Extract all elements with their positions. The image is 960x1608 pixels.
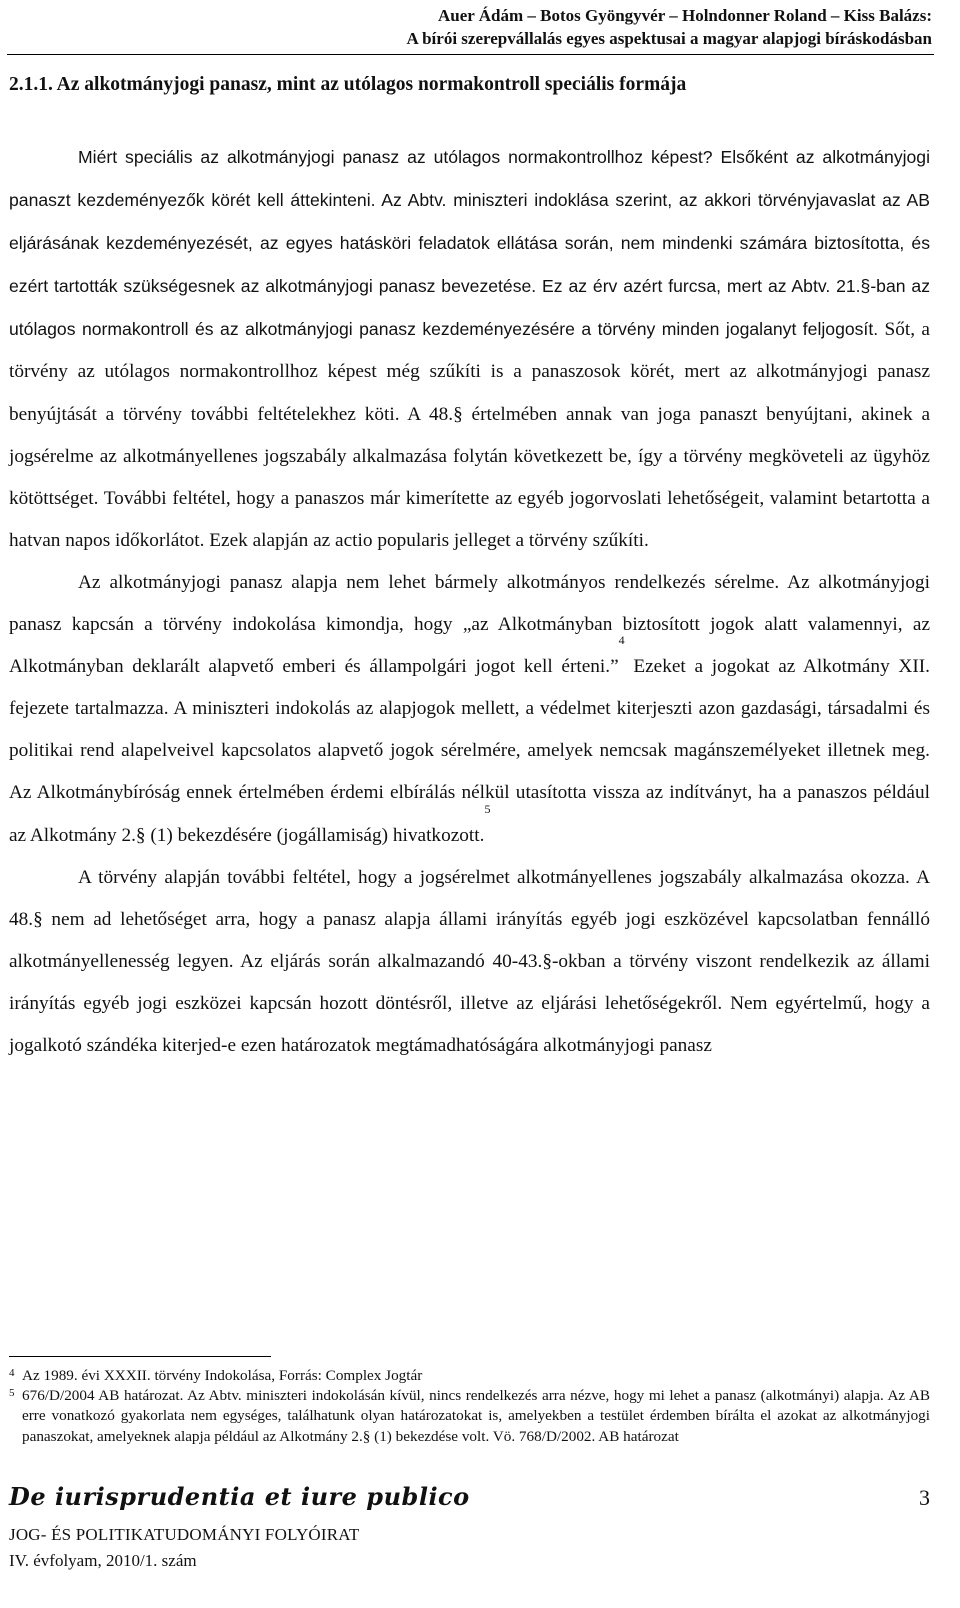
journal-issue: IV. évfolyam, 2010/1. szám — [9, 1551, 197, 1570]
footnote-ref-5[interactable]: 5 — [484, 801, 491, 816]
header-title: A bírói szerepvállalás egyes aspektusai a magyar alapjogi bíráskodásban — [406, 29, 932, 48]
footnote-text: Az 1989. évi XXXII. törvény Indokolása, Forrás: Complex Jogtár — [22, 1367, 423, 1384]
header-rule — [7, 54, 934, 55]
footnotes — [9, 1366, 930, 1447]
paragraph-2-lead: Az alkotmányjogi panasz alapja nem lehet bármely alkotmányos rendelkezés sérelme. Az alkotmányjogi panasz kapcsán a törvény indokolása kimondja, hogy „az Alkotmányban biztosított jogok alatt valamennyi, az Alkotmányban deklarált alapvető emberi és állampolgári jogot kell érteni.” — [9, 571, 930, 678]
body-text — [9, 136, 930, 1067]
paragraph-1 — [9, 136, 930, 562]
footnote-rule — [9, 1356, 271, 1357]
paragraph-2 — [9, 562, 930, 857]
footnote-ref-4[interactable]: 4 — [618, 633, 625, 648]
footnote-number: 4 — [9, 1367, 15, 1379]
section-title: 2.1.1. Az alkotmányjogi panasz, mint az utólagos normakontroll speciális formája — [9, 74, 687, 95]
running-header — [407, 4, 932, 50]
footnote-4 — [9, 1366, 930, 1386]
footnote-number: 5 — [9, 1387, 15, 1400]
page-number: 3 — [919, 1485, 930, 1510]
paragraph-1-rest: Sőt, a törvény az utólagos normakontrollhoz képest még szűkíti is a panaszosok körét, mert az alkotmányjogi panasz benyújtását a törvény további feltételekhez köti. A 48.§ értelmében annak van joga panaszt benyújtani, akinek a jogsérelme az alkotmányellenes jogszabály alkalmazása folytán következett be, így a törvény megköveteli az ügyhöz kötöttséget. További feltétel, hogy a panaszos már kimerítette az egyéb jogorvoslati lehetőségeit, valamint betartotta a hatvan napos időkorlátot. Ezek alapján az actio popularis jelleget a törvény szűkíti. — [9, 319, 930, 551]
journal-name: JOG- ÉS POLITIKATUDOMÁNYI FOLYÓIRAT — [9, 1525, 360, 1544]
footnote-text: 676/D/2004 AB határozat. Az Abtv. miniszteri indokolásán kívül, nincs rendelkezés arra nézve, hogy mi lehet a panasz (alkotmányi) alapja. Az AB erre vonatkozó gyakorlata nem egységes, találhatunk olyan határozatokat is, amelyekben a testület érdemben bírálta el azokat az alkotmányjogi panaszokat, amelyeknek alapja például az Alkotmány 2.§ (1) bekezdése volt. Vö. 768/D/2002. AB határozat — [22, 1387, 930, 1445]
paragraph-1-middle: Az Abtv. miniszteri indoklása szerint, az akkori törvényjavaslat az AB eljárásának kezdeményezését, az egyes hatásköri feladatok ellátása során, nem mindenki számára biztosította, és ezért tartották szükségesnek az alkotmányjogi panasz bevezetése. Ez az érv azért furcsa, mert az Abtv. 21.§-ban az utólagos normakontroll és az alkotmányjogi panasz kezdeményezésére a törvény minden jogalanyt feljogosít. — [9, 190, 930, 340]
paragraph-2-rest: Ezeket a jogokat az Alkotmány XII. fejezete tartalmazza. A miniszteri indokolás az alapjogok mellett, a védelmet kiterjeszti azon gazdasági, társadalmi és politikai rend alapelveivel kapcsolatos alapvető jogok sérelmére, amelyek nemcsak magánszemélyeket illetnek meg. Az Alkotmánybíróság ennek értelmében érdemi elbírálás nélkül utasította vissza az indítványt, ha a panaszos például az Alkotmány 2.§ (1) bekezdésére (jogállamiság) hivatkozott. — [9, 656, 930, 846]
footnote-5 — [9, 1386, 930, 1447]
header-authors: Auer Ádám – Botos Gyöngyvér – Holndonner Roland – Kiss Balázs: — [437, 6, 932, 25]
journal-title: De iurisprudentia et iure publico — [9, 1482, 470, 1511]
paragraph-1-lead: Miért speciális az alkotmányjogi panasz az utólagos normakontrollhoz képest? Elsőként az alkotmányjogi panaszt kezdeményezők körét kell áttekinteni. — [9, 147, 930, 211]
paragraph-3: A törvény alapján további feltétel, hogy a jogsérelmet alkotmányellenes jogszabály alkalmazása okozza. A 48.§ nem ad lehetőséget arra, hogy a panasz alapja állami irányítás egyéb jogi eszközével kapcsolatban fennálló alkotmányellenesség legyen. Az eljárás során alkalmazandó 40-43.§-okban a törvény viszont rendelkezik az állami irányítás egyéb jogi eszközei kapcsán hozott döntésről, illetve az eljárási lehetőségekről. Nem egyértelmű, hogy a jogalkotó szándéka kiterjed-e ezen határozatok megtámadhatóságára alkotmányjogi panasz — [9, 866, 930, 1056]
